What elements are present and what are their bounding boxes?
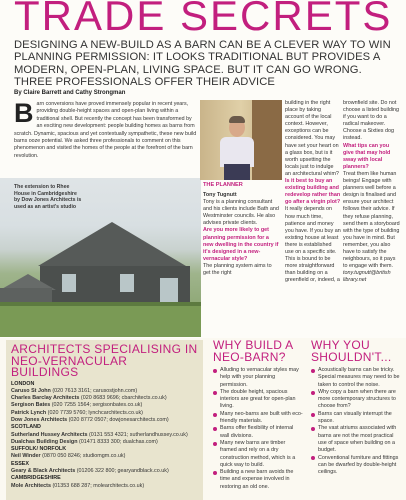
architect-entry	[11, 402, 198, 409]
architect-region: CAMBRIDGESHIRE	[11, 475, 61, 482]
architect-name: Geary & Black Architects	[11, 468, 76, 475]
architects-title: ARCHITECTS SPECIALISING IN NEO-VERNACULAR BUILDINGS	[11, 342, 198, 379]
headline: TRADE SECRETS	[14, 0, 393, 39]
bullet-item: Barns can visually interrupt the space.	[311, 411, 403, 426]
architect-contact: (020 7613 3161; carusostjohn.com)	[52, 387, 138, 394]
why-build-list	[213, 367, 303, 491]
mid-paragraph-2: It really depends on how much time, patience and money you have. If you buy an existing house at least there is established use on a specific site. This is bound to be more straightforward than building on a greenfield or, indeed, a	[285, 206, 341, 284]
architect-region: SUFFOLK/ NORFOLK	[11, 446, 67, 453]
bullet-item: Acoustically barns can be tricky. Special measures may need to be taken to control the noise.	[311, 367, 403, 389]
drop-cap: B	[14, 98, 34, 128]
architect-name: Patrick Lynch	[11, 409, 47, 416]
bullet-item: The vast atriums associated with barns are not the most practical use of space when building on a budget.	[311, 425, 403, 454]
byline: By Claire Barrett and Cathy Strongman	[14, 90, 126, 96]
bullet-item: The double height, spacious interiors are great for open-plan living.	[213, 389, 303, 411]
planner-answer-1: The planning system aims to get the right	[203, 262, 272, 277]
architect-contact: (01471 8333 300; dualchas.com)	[79, 438, 158, 445]
architect-name: Neil Winder	[11, 453, 41, 460]
person-torso-shape	[220, 137, 254, 167]
door-shape	[252, 100, 282, 180]
architect-region: LONDON	[11, 380, 35, 387]
why-not-list	[311, 367, 403, 476]
mid-paragraph-1: building in the right place by taking account of the local context. However, exceptions can be considered. You may have set your heart on a glass box, but is it worth upsetting the locals just to indulge an architectural whim?	[285, 100, 339, 177]
why-build-panel	[213, 340, 303, 491]
architect-entry	[11, 468, 198, 475]
bullet-item: Alluding to vernacular styles may help with your planning permission.	[213, 367, 303, 389]
architect-entry	[11, 395, 198, 402]
mid-question: Is it best to buy an existing building and redevelop rather than go after a virgin plot?	[285, 178, 341, 206]
architect-contact: (020 7739 5760; lynchcarchitects.co.uk)	[47, 409, 143, 416]
architect-name: Charles Barclay Architects	[11, 395, 80, 402]
barn-roof-shape	[38, 222, 186, 266]
why-not-title: WHY YOU SHOULDN'T...	[311, 338, 392, 364]
planner-bio: Tony is a planning consultant and his clients include Bath and Westminster councils. He also advises private clients.	[203, 199, 279, 227]
why-not-panel	[311, 340, 403, 476]
architect-region: SCOTLAND	[11, 424, 41, 431]
architect-contact: (0870 050 8246; studiomgm.co.uk)	[42, 453, 126, 460]
bullet-item: Building a new barn avoids the time and expense involved in restoring an old one.	[213, 469, 303, 491]
barn-photo-caption: The extension to Rhee House in Cambridgeshire by Dow Jones Architects is used as an artist's studio	[14, 184, 82, 210]
architect-name: Mole Architects	[11, 482, 51, 489]
architect-entry	[11, 388, 198, 395]
architect-entry	[11, 483, 198, 490]
architect-name: Sutherland Hussey Architects	[11, 431, 88, 438]
intro-paragraph	[14, 98, 197, 160]
planner-email: tony.tugnutt@british library.net	[343, 270, 391, 284]
architect-contact: (020 8772 0507; dowjonesarchitects.com)	[68, 416, 169, 423]
architect-entry	[11, 453, 198, 460]
why-build-title: WHY BUILD A NEO-BARN?	[213, 338, 293, 364]
architects-list	[11, 381, 198, 490]
planner-name: Tony Tugnutt	[203, 192, 237, 198]
middle-column	[285, 100, 341, 284]
bullet-item: Barns offer flexibility of internal wall divisions.	[213, 425, 303, 440]
barn-window	[62, 274, 76, 292]
person-hair-shape	[229, 116, 245, 123]
bullet-item: Why copy a barn when there are more contemporary structures to choose from?	[311, 389, 403, 411]
bullet-item: Many new barns are timber framed and rely on a dry construction method, which is a quick way to build.	[213, 440, 303, 469]
architect-name: Sergison Bates	[11, 402, 51, 409]
planner-portrait-photo	[200, 100, 282, 180]
lawn	[0, 306, 201, 337]
architect-contact: (01206 322 800; gearyandblack.co.uk)	[76, 468, 169, 475]
planner-label: THE PLANNER	[203, 182, 243, 188]
bullet-item: Many neo-barns are built with eco-friendly materials.	[213, 411, 303, 426]
right-paragraph-1: brownfield site. Do not choose a listed building if you want to do a radical makeover. Choose a Sixties dog instead.	[343, 100, 400, 142]
architect-entry	[11, 410, 198, 417]
architect-name: Dualchas Building Design	[11, 438, 78, 445]
architects-panel	[6, 340, 203, 500]
architect-name: Caruso St John	[11, 387, 51, 394]
planner-question-1: Are you more likely to get planning permission for a new dwelling in the country if it's designed in a new-vernacular style?	[203, 227, 279, 262]
barn-window	[120, 274, 134, 292]
architect-contact: (020 7255 1564; sergisonbates.co.uk)	[51, 402, 143, 409]
planner-column	[203, 192, 279, 277]
standfirst: DESIGNING A NEW-BUILD AS A BARN CAN BE A CLEVER WAY TO WIN PLANNING PERMISSION: IT LOOKS TRADITIONAL BUT PROVIDES A MODERN, OPEN-PLAN, LIVING SPACE. BUT IT CAN GO WRONG. THREE PROFESSIONALS OFFER THEIR ADVICE	[14, 39, 391, 89]
architect-contact: (0131 553 4321; sutherlandhussey.co.uk)	[89, 431, 188, 438]
architect-name: Dow Jones Architects	[11, 416, 68, 423]
architect-region: ESSEX	[11, 460, 29, 467]
person-legs-shape	[224, 164, 250, 180]
architect-contact: (01353 688 287; molearchitects.co.uk)	[52, 482, 145, 489]
barn-window	[160, 278, 178, 302]
bullet-item: Conventional furniture and fittings can be dwarfed by double-height ceilings.	[311, 455, 403, 477]
architect-entry	[11, 417, 198, 424]
architect-contact: (020 8683 9696; cbarchitects.co.uk)	[80, 395, 167, 402]
architect-entry	[11, 439, 198, 446]
right-paragraph-2: Treat them like human beings! Engage with planners well before a design is finalised and ensure your architect follows their advice. If they refuse planning, send them a storyboard with the type of building you have in mind. But remember, you also have to satisfy the neighbours, so it pays to engage with them.	[343, 170, 400, 270]
right-column	[343, 100, 401, 284]
barn-photo	[0, 178, 201, 337]
architect-entry	[11, 432, 198, 439]
intro-text: arn conversions have proved immensely popular in recent years, providing double-height spaces and open-plan living within a traditional shell. But recently the concept has been transformed by an exciting new development: people building homes as barns from scratch. Dynamic, spacious and yet contextually sympathetic, these new build barns ooze potential. We asked three professionals to comment on this phenomenon and visited the homes of the people at the forefront of the barn revolution.	[14, 101, 197, 159]
right-question: What tips can you give that may hold sway with local planners?	[343, 142, 391, 170]
